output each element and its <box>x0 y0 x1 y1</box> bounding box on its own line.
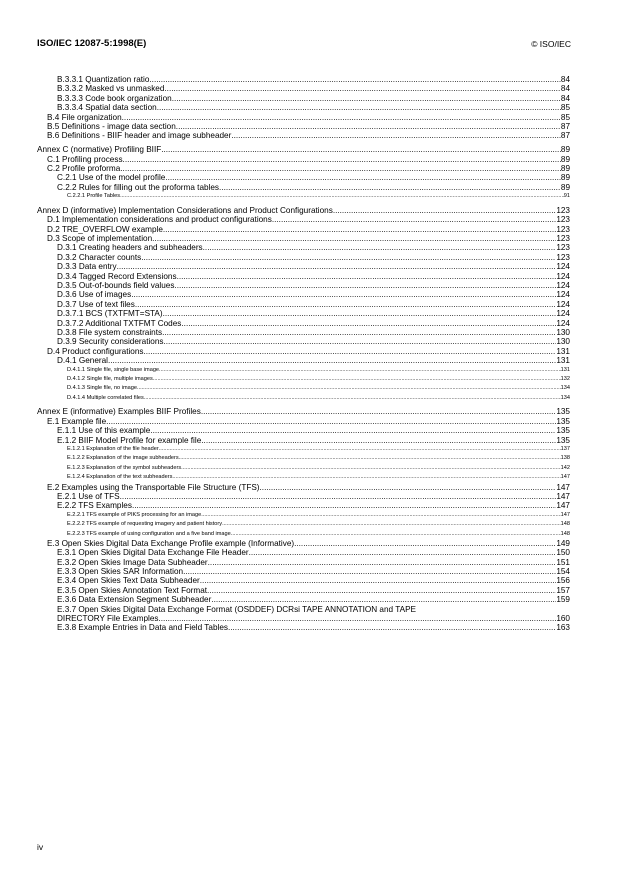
toc-entry-page: 147 <box>556 482 570 492</box>
toc-entry-page: 123 <box>556 215 570 225</box>
dot-leader <box>143 347 556 356</box>
dot-leader <box>183 567 556 576</box>
toc-entry-page: 151 <box>556 557 570 567</box>
toc-entry[interactable] <box>37 253 570 262</box>
toc-entry[interactable] <box>37 183 570 192</box>
toc-entry-title: E.1.2.1 Explanation of the file header <box>67 446 159 453</box>
toc-entry-page: 84 <box>560 84 570 94</box>
toc-entry[interactable] <box>37 113 570 122</box>
toc-entry-title: B.6 Definitions - BIIF header and image subheader <box>47 131 232 141</box>
toc-entry-title: C.2.1 Use of the model profile <box>57 173 166 183</box>
toc-entry-title: D.3.7.2 Additional TXTFMT Codes <box>57 318 182 328</box>
toc-entry-page: 123 <box>556 234 570 244</box>
dot-leader <box>179 454 561 463</box>
toc-entry-title: D.3.1 Creating headers and subheaders <box>57 243 203 253</box>
toc-entry[interactable] <box>37 558 570 567</box>
toc-entry-page: 124 <box>556 309 570 319</box>
toc-entry-page: 137 <box>560 446 570 453</box>
dot-leader <box>163 225 556 234</box>
toc-entry-page: 131 <box>556 356 570 366</box>
toc-entry-title: B.3.3.4 Spatial data section <box>57 103 157 113</box>
toc-entry[interactable] <box>37 520 570 529</box>
toc-entry-page: 130 <box>556 327 570 337</box>
toc-entry[interactable] <box>37 319 570 328</box>
toc-entry-title: D.4 Product configurations <box>47 346 144 356</box>
toc-entry-page: 89 <box>560 145 570 155</box>
toc-entry-title: C.1 Profiling process <box>47 154 123 164</box>
toc-entry-title: E.3 Open Skies Digital Data Exchange Profile example (Informative) <box>47 538 295 548</box>
dot-leader <box>200 576 557 585</box>
dot-leader <box>219 183 561 192</box>
toc-entry-title: D.2 TRE_OVERFLOW example <box>47 224 163 234</box>
toc-entry-title: D.1 Implementation considerations and product configurations <box>47 215 272 225</box>
toc-entry[interactable] <box>37 501 570 510</box>
toc-entry-page: 147 <box>556 491 570 501</box>
toc-entry-page: 91 <box>563 193 570 200</box>
toc-entry-title: D.4.1.2 Single file, multiple images <box>67 375 153 382</box>
dot-leader <box>177 272 557 281</box>
dot-leader <box>211 595 556 604</box>
dot-leader <box>163 309 557 318</box>
toc-entry-title: E.3.2 Open Skies Image Data Subheader <box>57 557 208 567</box>
toc-entry-page: 89 <box>560 173 570 183</box>
toc-entry-title: E.2 Examples using the Transportable File Structure (TFS) <box>47 482 260 492</box>
dot-leader <box>222 520 561 529</box>
toc-entry-title: D.3.4 Tagged Record Extensions <box>57 271 177 281</box>
toc-entry[interactable] <box>37 131 570 140</box>
dot-leader <box>231 530 561 539</box>
toc-entry-title: B.3.3.1 Quantization ratio <box>57 75 150 84</box>
toc-entry[interactable] <box>37 94 570 103</box>
dot-leader <box>162 328 556 337</box>
toc-entry-title: B.5 Definitions - image data section <box>47 121 176 131</box>
dot-leader <box>141 253 556 262</box>
dot-leader <box>117 262 557 271</box>
dot-leader <box>135 300 557 309</box>
toc-entry-page: 124 <box>556 262 570 272</box>
dot-leader <box>149 75 560 84</box>
dot-leader <box>260 483 557 492</box>
toc-entry-page: 138 <box>560 455 570 462</box>
toc-entry-title: E.3.3 Open Skies SAR Information <box>57 567 184 577</box>
dot-leader <box>172 94 561 103</box>
toc-entry-title: E.2.1 Use of TFS <box>57 491 120 501</box>
toc-entry-page: 134 <box>560 394 570 401</box>
toc-entry-title: D.3.8 File system constraints <box>57 327 163 337</box>
dot-leader <box>333 206 557 215</box>
toc-entry[interactable] <box>37 272 570 281</box>
dot-leader <box>123 155 561 164</box>
copyright-notice: © ISO/IEC <box>531 39 571 49</box>
toc-entry[interactable] <box>37 243 570 252</box>
toc-entry-page: 89 <box>560 163 570 173</box>
toc-entry[interactable] <box>37 426 570 435</box>
toc-entry[interactable] <box>37 384 570 393</box>
toc-entry-page: 85 <box>560 103 570 113</box>
toc-entry-page: 123 <box>556 243 570 253</box>
toc-entry-title: E.1.1 Use of this example <box>57 426 151 436</box>
dot-leader <box>208 558 557 567</box>
dot-leader <box>152 234 556 243</box>
toc-entry-title: E.1.2 BIIF Model Profile for example file <box>57 435 202 445</box>
toc-entry-title: B.3.3.2 Masked vs unmasked <box>57 84 165 94</box>
toc-entry[interactable] <box>37 539 570 548</box>
toc-entry-page: 160 <box>556 614 570 624</box>
toc-entry[interactable] <box>37 511 570 520</box>
toc-entry-page: 135 <box>556 416 570 426</box>
dot-leader <box>181 464 561 473</box>
dot-leader <box>165 173 561 182</box>
toc-entry-page: 135 <box>556 426 570 436</box>
toc-entry-title: B.3.3.3 Code book organization <box>57 93 172 103</box>
toc-entry-page: 142 <box>560 464 570 471</box>
toc-entry-title: B.4 File organization <box>47 112 122 122</box>
toc-entry-page: 87 <box>560 131 570 141</box>
toc-annex-entry[interactable] <box>37 407 570 416</box>
toc-entry[interactable] <box>37 328 570 337</box>
toc-annex-entry[interactable] <box>37 145 570 154</box>
toc-entry[interactable] <box>37 436 570 445</box>
toc-entry-page: 135 <box>556 435 570 445</box>
dot-leader <box>207 586 556 595</box>
toc-entry[interactable] <box>37 262 570 271</box>
toc-entry[interactable] <box>37 576 570 585</box>
toc-entry-page: 87 <box>560 121 570 131</box>
toc-entry[interactable] <box>37 492 570 501</box>
toc-entry[interactable] <box>37 155 570 164</box>
toc-entry[interactable] <box>37 356 570 365</box>
toc-entry[interactable] <box>37 215 570 224</box>
toc-entry-title: E.3.1 Open Skies Digital Data Exchange File Header <box>57 548 249 558</box>
toc-entry-page: 89 <box>560 182 570 192</box>
toc-entry-title: Annex D (informative) Implementation Considerations and Product Configurations <box>37 205 333 215</box>
toc-entry-page: 124 <box>556 299 570 309</box>
toc-entry-title: C.2.2.1 Profile Tables <box>67 193 121 200</box>
toc-entry[interactable] <box>37 290 570 299</box>
toc-entry[interactable] <box>37 454 570 463</box>
toc-entry-title: D.3.7 Use of text files <box>57 299 135 309</box>
dot-leader <box>272 215 556 224</box>
toc-entry[interactable] <box>37 366 570 375</box>
toc-entry[interactable] <box>37 103 570 112</box>
dot-leader <box>120 492 557 501</box>
dot-leader <box>122 113 561 122</box>
toc-entry[interactable] <box>37 84 570 93</box>
toc-entry-page: 124 <box>556 271 570 281</box>
toc-entry-title: D.4.1 General <box>57 356 108 366</box>
toc-entry-page: 147 <box>560 474 570 481</box>
toc-entry[interactable] <box>37 164 570 173</box>
toc-entry-page: 123 <box>556 252 570 262</box>
toc-entry-title: E.3.4 Open Skies Text Data Subheader <box>57 576 200 586</box>
dot-leader <box>249 548 557 557</box>
toc-entry-page: 124 <box>556 290 570 300</box>
toc-entry-title: D.3.5 Out-of-bounds field values <box>57 280 175 290</box>
toc-entry-title: E.1 Example file <box>47 416 107 426</box>
toc-entry[interactable] <box>37 605 570 624</box>
toc-entry-page: 157 <box>556 585 570 595</box>
toc-entry-page: 147 <box>556 501 570 511</box>
toc-entry-page: 123 <box>556 224 570 234</box>
toc-entry-page: 89 <box>560 154 570 164</box>
toc-entry[interactable] <box>37 567 570 576</box>
dot-leader <box>181 319 556 328</box>
toc-entry-page: 159 <box>556 595 570 605</box>
toc-entry[interactable] <box>37 337 570 346</box>
toc-entry[interactable] <box>37 375 570 384</box>
dot-leader <box>157 103 561 112</box>
toc-entry-title: E.2.2 TFS Examples <box>57 501 132 511</box>
toc-entry[interactable] <box>37 234 570 243</box>
toc-entry[interactable] <box>37 464 570 473</box>
toc-entry-title: D.3 Scope of implementation <box>47 234 153 244</box>
dot-leader <box>153 375 561 384</box>
toc-entry-page: 148 <box>560 521 570 528</box>
toc-entry-page: 147 <box>560 511 570 518</box>
toc-entry-page: 84 <box>560 75 570 84</box>
dot-leader <box>164 337 557 346</box>
toc-entry-page: 154 <box>556 567 570 577</box>
dot-leader <box>137 384 561 393</box>
toc-entry-page: 131 <box>560 366 570 373</box>
toc-entry[interactable] <box>37 417 570 426</box>
toc-entry[interactable] <box>37 225 570 234</box>
toc-entry-page: 163 <box>556 623 570 633</box>
toc-entry[interactable] <box>37 473 570 482</box>
table-of-contents <box>37 75 570 633</box>
toc-entry-page: 124 <box>556 280 570 290</box>
toc-entry-title: D.4.1.4 Multiple correlated files <box>67 394 144 401</box>
dot-leader <box>201 407 557 416</box>
toc-entry-page: 130 <box>556 337 570 347</box>
dot-leader <box>231 131 561 140</box>
toc-entry[interactable] <box>37 309 570 318</box>
toc-entry-page: 131 <box>556 346 570 356</box>
toc-entry[interactable] <box>37 347 570 356</box>
toc-entry-page: 132 <box>560 375 570 382</box>
toc-entry[interactable] <box>37 281 570 290</box>
dot-leader <box>159 445 561 454</box>
dot-leader <box>201 511 560 520</box>
toc-entry-title: E.3.6 Data Extension Segment Subheader <box>57 595 212 605</box>
dot-leader <box>106 417 556 426</box>
toc-entry[interactable] <box>37 445 570 454</box>
page-number: iv <box>37 842 44 852</box>
toc-entry-title: D.3.6 Use of images <box>57 290 132 300</box>
dot-leader <box>108 356 556 365</box>
toc-entry[interactable] <box>37 192 570 201</box>
dot-leader <box>131 290 556 299</box>
toc-entry[interactable] <box>37 595 570 604</box>
dot-leader <box>174 281 556 290</box>
toc-entry-title: E.1.2.4 Explanation of the text subheaders <box>67 474 173 481</box>
toc-entry-title: E.3.8 Example Entries in Data and Field Tables <box>57 623 228 633</box>
toc-entry-page: 156 <box>556 576 570 586</box>
toc-entry-title: E.1.2.2 Explanation of the image subheaders <box>67 455 179 462</box>
dot-leader <box>159 366 561 375</box>
toc-entry-title-continuation: DIRECTORY File Examples <box>57 614 159 624</box>
toc-entry-title: D.3.3 Data entry <box>57 262 117 272</box>
toc-entry-page: 84 <box>560 93 570 103</box>
toc-entry-title: C.2 Profile proforma <box>47 163 121 173</box>
dot-leader <box>201 436 556 445</box>
toc-entry-title: E.3.7 Open Skies Digital Data Exchange Format (OSDDEF) DCRsi TAPE ANNOTATION and TAPE <box>57 604 416 614</box>
document-title: ISO/IEC 12087-5:1998(E) <box>37 38 147 49</box>
toc-entry-page: 135 <box>556 407 570 417</box>
toc-entry-page: 123 <box>556 205 570 215</box>
dot-leader <box>144 394 561 403</box>
toc-entry-title: D.3.7.1 BCS (TXTFMT=STA) <box>57 309 163 319</box>
toc-entry[interactable] <box>37 300 570 309</box>
toc-entry[interactable] <box>37 623 570 632</box>
dot-leader <box>294 539 556 548</box>
dot-leader <box>120 192 564 201</box>
toc-entry-title: C.2.2 Rules for filling out the proforma tables <box>57 182 220 192</box>
toc-entry-title: E.2.2.3 TFS example of using configuration and a five band image <box>67 530 231 537</box>
toc-entry-page: 148 <box>560 530 570 537</box>
toc-entry-title: Annex C (normative) Profiling BIIF <box>37 145 162 155</box>
dot-leader <box>203 243 557 252</box>
toc-entry-title: D.4.1.1 Single file, single base image <box>67 366 160 373</box>
toc-entry[interactable] <box>37 586 570 595</box>
toc-entry-title: E.2.2.1 TFS example of PIKS processing for an image <box>67 511 202 518</box>
toc-entry-page: 124 <box>556 318 570 328</box>
toc-entry-page: 134 <box>560 385 570 392</box>
dot-leader <box>158 614 556 623</box>
dot-leader <box>164 84 560 93</box>
dot-leader <box>172 473 560 482</box>
toc-entry-page: 85 <box>560 112 570 122</box>
toc-entry[interactable] <box>37 394 570 403</box>
toc-entry-page: 149 <box>556 538 570 548</box>
toc-entry-title: E.1.2.3 Explanation of the symbol subheaders <box>67 464 182 471</box>
dot-leader <box>228 623 556 632</box>
toc-entry[interactable] <box>37 483 570 492</box>
toc-entry-title: D.3.2 Character counts <box>57 252 142 262</box>
toc-entry[interactable] <box>37 548 570 557</box>
toc-entry-title: E.2.2.2 TFS example of requesting imagery and patient history <box>67 521 223 528</box>
toc-entry[interactable] <box>37 122 570 131</box>
dot-leader <box>161 145 561 154</box>
dot-leader <box>176 122 561 131</box>
toc-entry-page: 150 <box>556 548 570 558</box>
dot-leader <box>120 164 561 173</box>
dot-leader <box>150 426 556 435</box>
toc-entry[interactable] <box>37 75 570 84</box>
toc-entry-title: D.3.9 Security considerations <box>57 337 164 347</box>
toc-entry-title: E.3.5 Open Skies Annotation Text Format <box>57 585 208 595</box>
toc-entry-title: D.4.1.3 Single file, no image <box>67 385 137 392</box>
toc-entry[interactable] <box>37 173 570 182</box>
toc-annex-entry[interactable] <box>37 206 570 215</box>
dot-leader <box>132 501 556 510</box>
toc-entry[interactable] <box>37 530 570 539</box>
toc-entry-title: Annex E (informative) Examples BIIF Profiles <box>37 407 201 417</box>
